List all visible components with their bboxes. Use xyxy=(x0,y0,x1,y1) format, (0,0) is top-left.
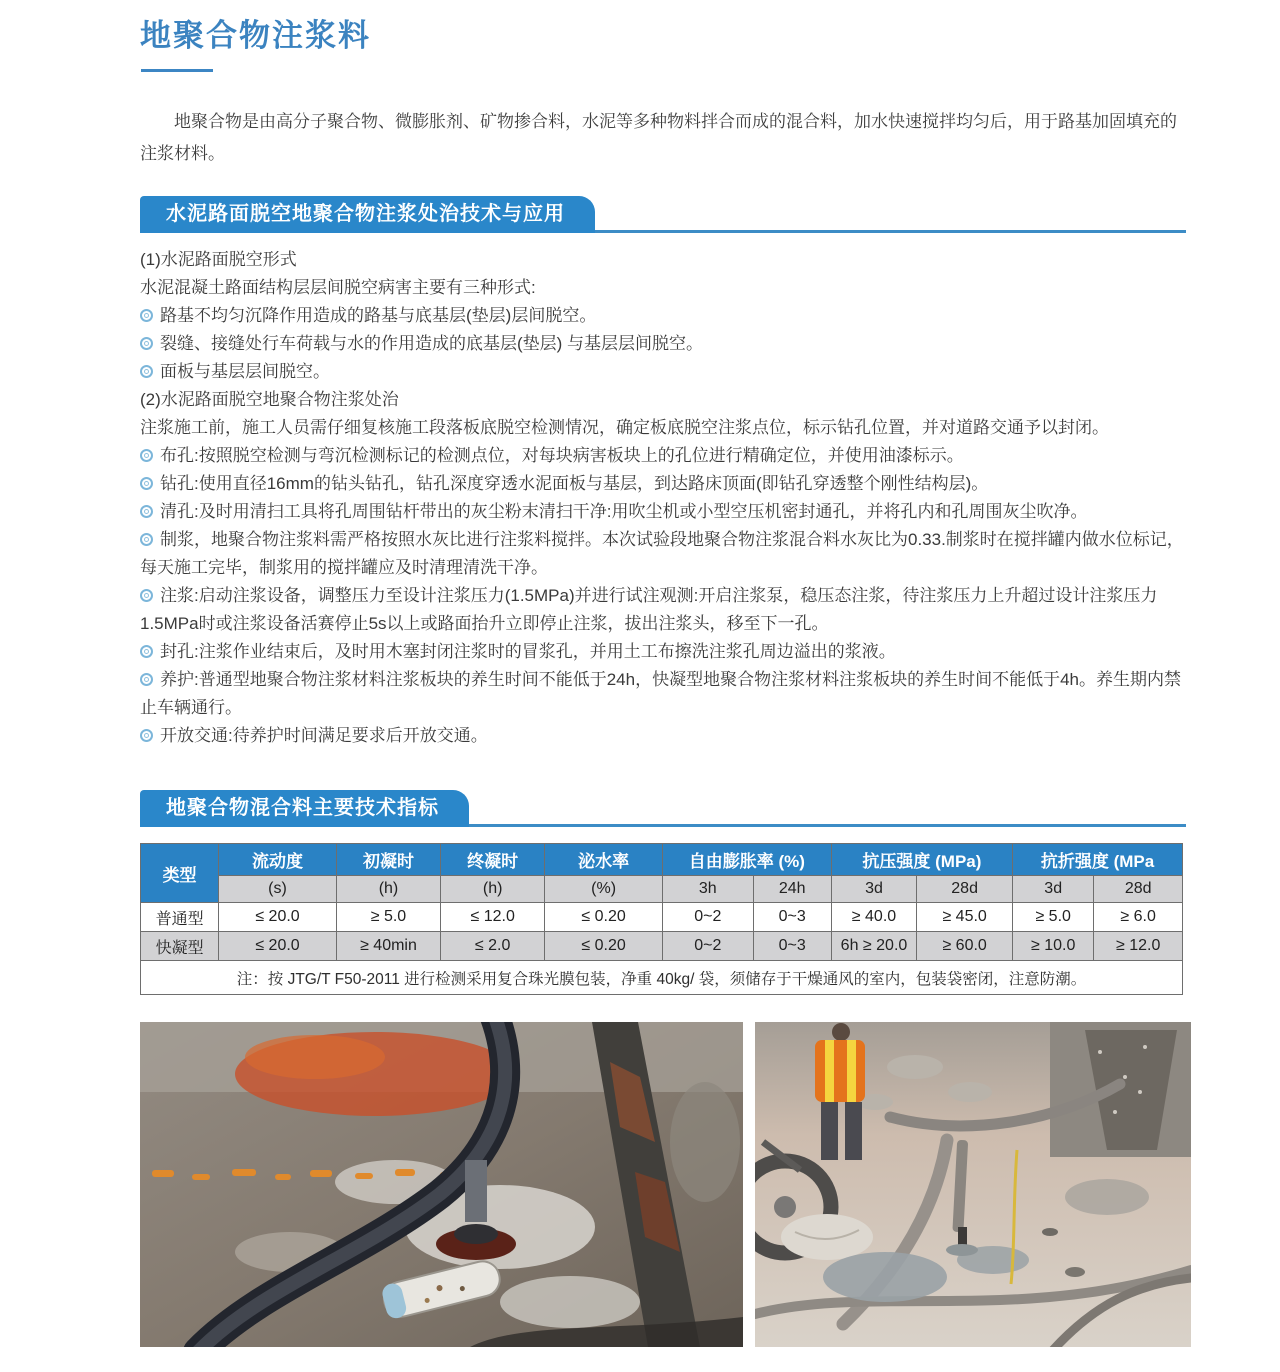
bullet-item xyxy=(140,358,1186,386)
unit-header: (h) xyxy=(441,876,545,903)
bullet-icon xyxy=(140,337,153,350)
paragraph xyxy=(140,386,1186,414)
bullet-text: 裂缝、接缝处行车荷载与水的作用造成的底基层(垫层) 与基层层间脱空。 xyxy=(160,334,704,353)
unit-header: 24h xyxy=(753,876,831,903)
bullet-text: 面板与基层层间脱空。 xyxy=(160,362,330,381)
title-underline xyxy=(141,69,213,72)
bullet-icon xyxy=(140,365,153,378)
technical-specs-table xyxy=(140,843,1183,995)
bullet-item xyxy=(140,330,1186,358)
table-header-row-1 xyxy=(141,844,1183,876)
section1-banner: 水泥路面脱空地聚合物注浆处治技术与应用 xyxy=(140,196,595,233)
table-note-row xyxy=(141,961,1183,995)
cell: 0~2 xyxy=(662,932,753,961)
cell: 0~3 xyxy=(753,932,831,961)
cell: 6h ≥ 20.0 xyxy=(831,932,916,961)
bullet-item xyxy=(140,722,1186,750)
table-row-rapid-set-type xyxy=(141,932,1183,961)
bullet-icon xyxy=(140,449,153,462)
cell: ≥ 45.0 xyxy=(917,903,1013,932)
bullet-text: 布孔:按照脱空检测与弯沉检测标记的检测点位，对每块病害板块上的孔位进行精确定位，并使用油漆标示。 xyxy=(160,446,964,465)
cell: 快凝型 xyxy=(141,932,219,961)
bullet-item xyxy=(140,302,1186,330)
col-header-type: 类型 xyxy=(141,844,219,903)
col-header-initial-set: 初凝时 xyxy=(336,844,440,876)
paragraph xyxy=(140,246,1186,274)
unit-header: (h) xyxy=(336,876,440,903)
bullet-item xyxy=(140,526,1186,582)
cell: ≥ 40min xyxy=(336,932,440,961)
cell: ≤ 12.0 xyxy=(441,903,545,932)
unit-header: 28d xyxy=(917,876,1013,903)
col-header-free-expansion: 自由膨胀率 (%) xyxy=(662,844,831,876)
bullet-text: 养护:普通型地聚合物注浆材料注浆板块的养生时间不能低于24h，快凝型地聚合物注浆材料注浆板块的养生时间不能低于4h。养生期内禁止车辆通行。 xyxy=(140,670,1181,717)
bullet-item xyxy=(140,470,1186,498)
section2-header-rule xyxy=(140,790,1186,827)
unit-header: (%) xyxy=(545,876,663,903)
table-header-row-2 xyxy=(141,876,1183,903)
unit-header: 3d xyxy=(1013,876,1094,903)
bullet-item xyxy=(140,638,1186,666)
bullet-icon xyxy=(140,477,153,490)
paragraph-text: 注浆施工前，施工人员需仔细复核施工段落板底脱空检测情况，确定板底脱空注浆点位，标示钻孔位置，并对道路交通予以封闭。 xyxy=(140,418,1109,437)
photo-grouting-site xyxy=(755,1022,1191,1347)
cell: ≥ 10.0 xyxy=(1013,932,1094,961)
col-header-fluidity: 流动度 xyxy=(219,844,337,876)
section1-body xyxy=(140,246,1186,750)
col-header-bleeding: 泌水率 xyxy=(545,844,663,876)
cell: ≤ 20.0 xyxy=(219,932,337,961)
bullet-text: 钻孔:使用直径16mm的钻头钻孔，钻孔深度穿透水泥面板与基层，到达路床顶面(即钻孔穿透整个刚性结构层)。 xyxy=(160,474,989,493)
photo-strip xyxy=(140,1022,1191,1347)
bullet-item xyxy=(140,582,1186,638)
section1-header-rule xyxy=(140,196,1186,233)
paragraph-text: (1)水泥路面脱空形式 xyxy=(140,250,297,269)
col-header-compressive-strength: 抗压强度 (MPa) xyxy=(831,844,1012,876)
paragraph-text: (2)水泥路面脱空地聚合物注浆处治 xyxy=(140,390,399,409)
bullet-icon xyxy=(140,505,153,518)
cell: ≥ 6.0 xyxy=(1094,903,1183,932)
unit-header: 3d xyxy=(831,876,916,903)
photo-grouting-hole xyxy=(140,1022,743,1347)
cell: ≥ 5.0 xyxy=(1013,903,1094,932)
unit-header: (s) xyxy=(219,876,337,903)
cell: ≥ 5.0 xyxy=(336,903,440,932)
paragraph-text: 水泥混凝土路面结构层层间脱空病害主要有三种形式: xyxy=(140,278,536,297)
cell: ≥ 60.0 xyxy=(917,932,1013,961)
cell: 普通型 xyxy=(141,903,219,932)
cell: 0~3 xyxy=(753,903,831,932)
bullet-text: 清孔:及时用清扫工具将孔周围钻杆带出的灰尘粉末清扫干净:用吹尘机或小型空压机密封通孔，并将孔内和孔周围灰尘吹净。 xyxy=(160,502,1088,521)
photo-right-illustration xyxy=(755,1022,1191,1347)
cell: ≤ 0.20 xyxy=(545,932,663,961)
cell: ≤ 2.0 xyxy=(441,932,545,961)
cell: ≤ 0.20 xyxy=(545,903,663,932)
section2-banner: 地聚合物混合料主要技术指标 xyxy=(140,790,469,827)
paragraph xyxy=(140,414,1186,442)
bullet-icon xyxy=(140,645,153,658)
bullet-icon xyxy=(140,533,153,546)
page-title: 地聚合物注浆料 xyxy=(140,18,371,53)
paragraph xyxy=(140,274,1186,302)
bullet-text: 开放交通:待养护时间满足要求后开放交通。 xyxy=(160,726,488,745)
unit-header: 28d xyxy=(1094,876,1183,903)
bullet-icon xyxy=(140,589,153,602)
col-header-flexural-strength: 抗折强度 (MPa xyxy=(1013,844,1183,876)
bullet-text: 封孔:注浆作业结束后，及时用木塞封闭注浆时的冒浆孔，并用土工布擦洗注浆孔周边溢出的浆液。 xyxy=(160,642,896,661)
bullet-icon xyxy=(140,673,153,686)
table-row-ordinary-type xyxy=(141,903,1183,932)
bullet-item xyxy=(140,498,1186,526)
bullet-item xyxy=(140,442,1186,470)
cell: ≤ 20.0 xyxy=(219,903,337,932)
bullet-item xyxy=(140,666,1186,722)
intro-paragraph: 地聚合物是由高分子聚合物、微膨胀剂、矿物掺合料，水泥等多种物料拌合而成的混合料，加水快速搅拌均匀后，用于路基加固填充的注浆材料。 xyxy=(140,112,1177,163)
bullet-text: 注浆:启动注浆设备，调整压力至设计注浆压力(1.5MPa)并进行试注观测:开启注浆泵，稳压态注浆，待注浆压力上升超过设计注浆压力1.5MPa时或注浆设备活赛停止5s以上或路面抬升立即停止注浆，拔出注浆头，移至下一孔。 xyxy=(140,586,1158,633)
table-note: 注：按 JTG/T F50-2011 进行检测采用复合珠光膜包装，净重 40kg/ 袋，须储存于干燥通风的室内，包装袋密闭，注意防潮。 xyxy=(141,961,1183,995)
cell: 0~2 xyxy=(662,903,753,932)
unit-header: 3h xyxy=(662,876,753,903)
cell: ≥ 12.0 xyxy=(1094,932,1183,961)
photo-left-illustration xyxy=(140,1022,743,1347)
bullet-text: 制浆，地聚合物注浆料需严格按照水灰比进行注浆料搅拌。本次试验段地聚合物注浆混合料水灰比为0.33.制浆时在搅拌罐内做水位标记，每天施工完毕，制浆用的搅拌罐应及时清理清洗干净。 xyxy=(140,530,1184,577)
bullet-text: 路基不均匀沉降作用造成的路基与底基层(垫层)层间脱空。 xyxy=(160,306,597,325)
bullet-icon xyxy=(140,309,153,322)
cell: ≥ 40.0 xyxy=(831,903,916,932)
bullet-icon xyxy=(140,729,153,742)
col-header-final-set: 终凝时 xyxy=(441,844,545,876)
